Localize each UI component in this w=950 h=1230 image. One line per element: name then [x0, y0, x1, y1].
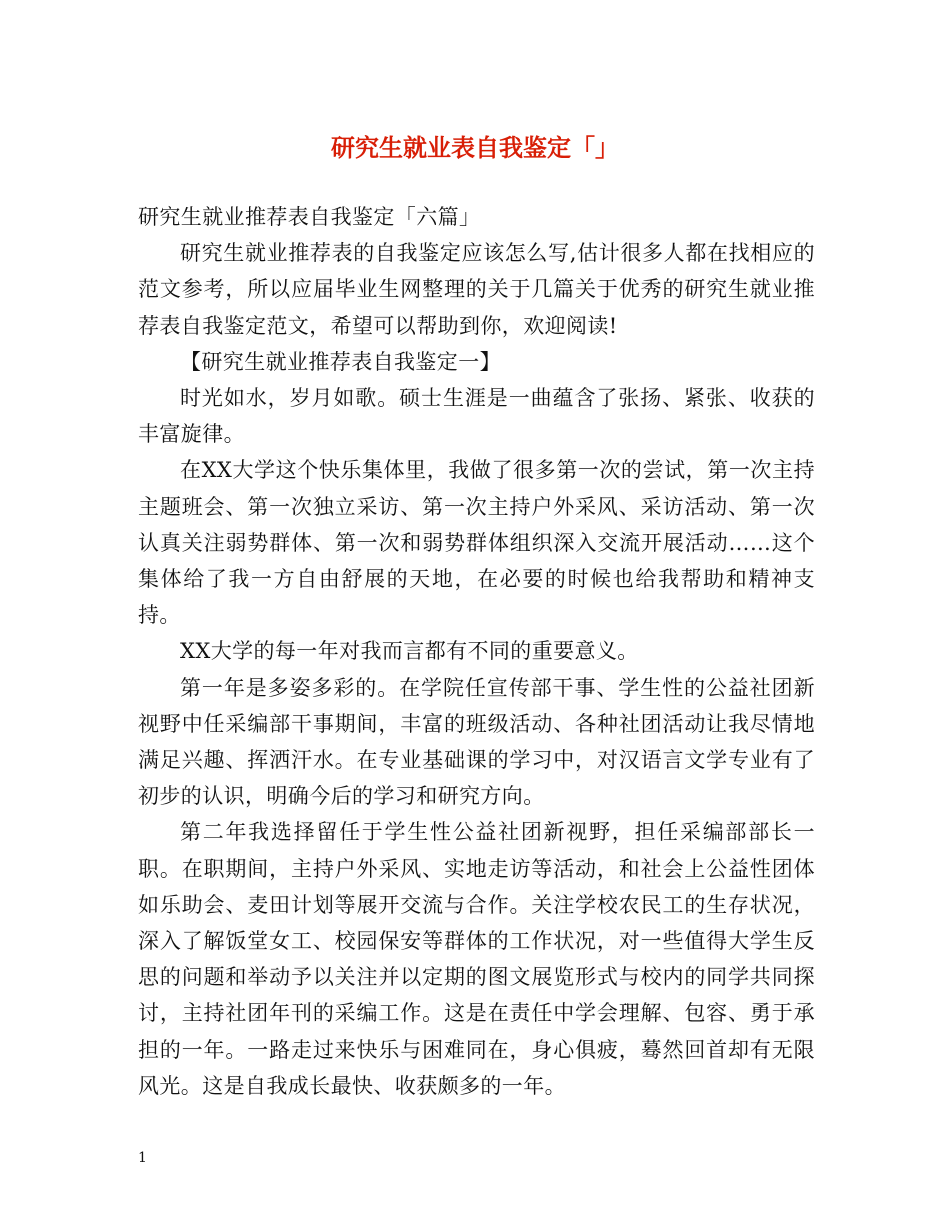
paragraph-time: 时光如水，岁月如歌。硕士生涯是一曲蕴含了张扬、紧张、收获的丰富旋律。 [138, 386, 815, 447]
paragraph-intro: 研究生就业推荐表的自我鉴定应该怎么写,估计很多人都在找相应的范文参考，所以应届毕业生网整理的关于几篇关于优秀的研究生就业推荐表自我鉴定范文，希望可以帮助到你，欢迎阅读! [138, 241, 815, 338]
document-title: 研究生就业表自我鉴定「」 [331, 133, 619, 162]
document-subtitle: 研究生就业推荐表自我鉴定「六篇」 [138, 205, 481, 229]
page-number: 1 [138, 1150, 147, 1166]
paragraph-second-year: 第二年我选择留任于学生性公益社团新视野，担任采编部部长一职。在职期间，主持户外采风、实地走访等活动，和社会上公益性团体如乐助会、麦田计划等展开交流与合作。关注学校农民工的生存状况，深入了解饭堂女工、校园保安等群体的工作状况，对一些值得大学生反思的问题和举动予以关注并以定期的图文展览形式与校内的同学共同探讨，主持社团年刊的采编工作。这是在责任中学会理解、包容、勇于承担的一年。一路走过来快乐与困难同在，身心俱疲，蓦然回首却有无限风光。这是自我成长最快、收获颇多的一年。 [138, 820, 815, 1098]
paragraph-first-year: 第一年是多姿多彩的。在学院任宣传部干事、学生性的公益社团新视野中任采编部干事期间，丰富的班级活动、各种社团活动让我尽情地满足兴趣、挥洒汗水。在专业基础课的学习中，对汉语言文学专业有了初步的认识，明确今后的学习和研究方向。 [138, 675, 815, 809]
document-body [138, 199, 815, 1104]
paragraph-collective: 在XX大学这个快乐集体里，我做了很多第一次的尝试，第一次主持主题班会、第一次独立采访、第一次主持户外采风、采访活动、第一次认真关注弱势群体、第一次和弱势群体组织深入交流开展活动……这个集体给了我一方自由舒展的天地，在必要的时候也给我帮助和精神支持。 [138, 458, 815, 628]
section-heading-one: 【研究生就业推荐表自我鉴定一】 [180, 349, 501, 374]
paragraph-each-year: XX大学的每一年对我而言都有不同的重要意义。 [180, 639, 639, 664]
